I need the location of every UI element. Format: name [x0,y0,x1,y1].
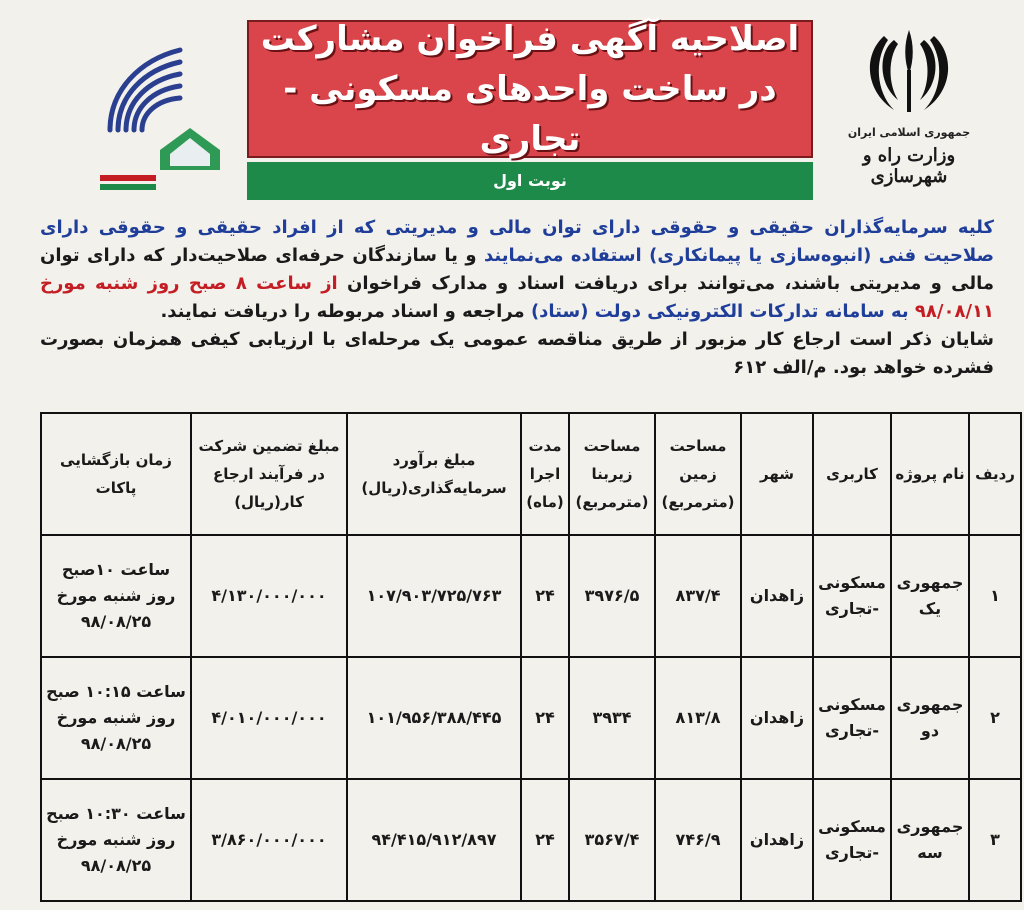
header-duration: مدت اجرا (ماه) [521,413,569,535]
header-land-area: مساحت زمین (مترمربع) [655,413,741,535]
cell-land-area: ۸۱۳/۸ [655,657,741,779]
table-row [41,779,1021,901]
header-usage: کاربری [813,413,891,535]
title-line-1: اصلاحیه آگهی فراخوان مشارکت [260,19,800,59]
cell-guarantee: ۴/۰۱۰/۰۰۰/۰۰۰ [191,657,347,779]
cell-opening: ساعت ۱۰صبح روز شنبه مورخ ۹۸/۰۸/۲۵ [41,535,191,657]
cell-estimate: ۱۰۱/۹۵۶/۳۸۸/۴۴۵ [347,657,521,779]
cell-row-no: ۲ [969,657,1021,779]
header-project: نام پروژه [891,413,969,535]
cell-estimate: ۹۴/۴۱۵/۹۱۲/۸۹۷ [347,779,521,901]
cell-project: جمهوری یک [891,535,969,657]
header-opening: زمان بازگشایی پاکات [41,413,191,535]
cell-city: زاهدان [741,657,813,779]
ministry-label: وزارت راه و شهرسازی [862,145,956,187]
emblem-country-label: جمهوری اسلامی ایران [847,126,971,139]
intro-part-6: شایان ذکر است ارجاع کار مزبور از طریق مناقصه عمومی یک مرحله‌ای با ارزیابی کیفی همزمان بصورت فشرده خواهد بود. م/الف ۶۱۲ [40,329,994,378]
cell-built-area: ۳۹۷۶/۵ [569,535,655,657]
header-row-no: ردیف [969,413,1021,535]
table-row [41,535,1021,657]
cell-usage: مسکونی -تجاری [813,535,891,657]
cell-project: جمهوری دو [891,657,969,779]
title-box [247,20,813,158]
intro-part-1: کلیه سرمایه‌گذاران حقیقی و حقوقی دارای توان مالی و مدیریتی که از افراد حقیقی و حقوقی دارای صلاحیت فنی (انبوه‌سازی یا پیمانکاری) استفاده می‌نمایند [40,217,994,266]
header-built-area: مساحت زیربنا (مترمربع) [569,413,655,535]
cell-city: زاهدان [741,779,813,901]
emblem-icon [864,22,954,122]
header-guarantee: مبلغ تضمین شرکت در فرآیند ارجاع کار(ریال) [191,413,347,535]
cell-duration: ۲۴ [521,779,569,901]
intro-part-3: از ساعت ۸ صبح روز شنبه مورخ ۹۸/۰۸/۱۱ [40,273,994,322]
cell-built-area: ۳۹۳۴ [569,657,655,779]
intro-text [40,214,994,382]
header [0,0,1024,210]
header-estimate: مبلغ برآورد سرمایه‌گذاری(ریال) [347,413,521,535]
cell-city: زاهدان [741,535,813,657]
intro-part-2: و یا سازندگان حرفه‌ای صلاحیت‌دار که دارای توان مالی و مدیریتی باشند، می‌توانند برای دریافت اسناد و مدارک فراخوان [40,245,994,294]
cell-opening: ساعت ۱۰:۱۵ صبح روز شنبه مورخ ۹۸/۰۸/۲۵ [41,657,191,779]
cell-row-no: ۳ [969,779,1021,901]
header-city: شهر [741,413,813,535]
table-header-row [41,413,1021,535]
cell-guarantee: ۴/۱۳۰/۰۰۰/۰۰۰ [191,535,347,657]
cell-land-area: ۸۳۷/۴ [655,535,741,657]
title-line-2: در ساخت واحدهای مسکونی - تجاری [283,69,777,159]
projects-table [40,412,1022,902]
cell-usage: مسکونی -تجاری [813,657,891,779]
intro-part-5: مراجعه و اسناد مربوطه را دریافت نمایند. [160,301,531,322]
cell-opening: ساعت ۱۰:۳۰ صبح روز شنبه مورخ ۹۸/۰۸/۲۵ [41,779,191,901]
cell-usage: مسکونی -تجاری [813,779,891,901]
cell-row-no: ۱ [969,535,1021,657]
iran-emblem [834,22,984,202]
cell-duration: ۲۴ [521,535,569,657]
cell-land-area: ۷۴۶/۹ [655,779,741,901]
cell-built-area: ۳۵۶۷/۴ [569,779,655,901]
intro-part-4: به سامانه تدارکات الکترونیکی دولت (ستاد) [530,301,915,322]
round-banner: نوبت اول [247,162,813,200]
logo-icon [80,30,230,200]
organization-logo [80,30,230,200]
cell-project: جمهوری سه [891,779,969,901]
cell-guarantee: ۳/۸۶۰/۰۰۰/۰۰۰ [191,779,347,901]
table-row [41,657,1021,779]
cell-estimate: ۱۰۷/۹۰۳/۷۲۵/۷۶۳ [347,535,521,657]
cell-duration: ۲۴ [521,657,569,779]
